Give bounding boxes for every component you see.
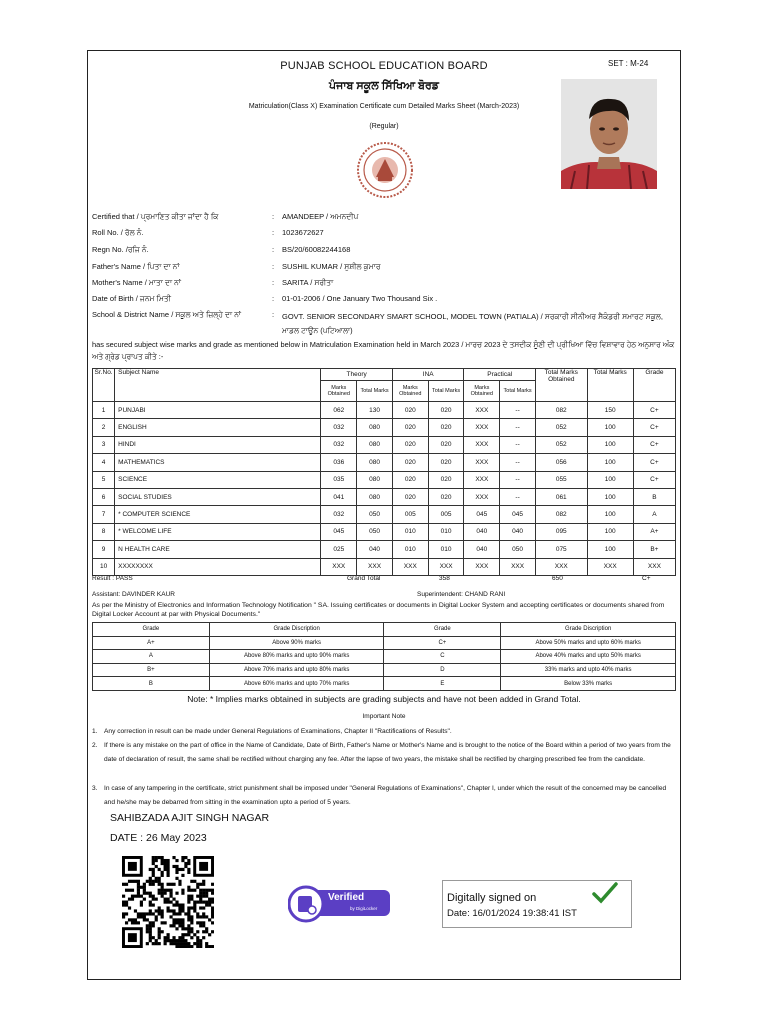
date-of-birth: 01-01-2006 / One January Two Thousand Six . xyxy=(282,294,438,303)
header-srno: Sr.No. xyxy=(93,369,115,402)
cell-ina-total: 020 xyxy=(428,436,464,453)
table-row xyxy=(93,402,676,419)
cell-ina-total: 005 xyxy=(428,506,464,523)
digilocker-notification: As per the Ministry of Electronics and Information Technology Notification " SA. Issuing certificates or documents in Digital Locker System and accepting certificates or documents shared from Digital Locker Account at par with Physical Documents." xyxy=(92,602,665,618)
grade-row xyxy=(93,650,676,664)
cell-ina-obtained: 020 xyxy=(392,402,428,419)
grade-header-3: Grade xyxy=(384,623,501,637)
cell-practical-obtained: XXX xyxy=(464,436,500,453)
cell-ina-obtained: 020 xyxy=(392,471,428,488)
grade-cell: D xyxy=(384,663,501,677)
cell-srno: 7 xyxy=(93,506,115,523)
header-ina: INA xyxy=(392,369,464,381)
cell-practical-obtained: XXX xyxy=(464,558,500,575)
cell-practical-total: 045 xyxy=(500,506,536,523)
table-row xyxy=(93,488,676,505)
sub-ina-obtained: Marks Obtained xyxy=(392,381,428,402)
cell-theory-total: 080 xyxy=(357,471,393,488)
grade-header-4: Grade Discription xyxy=(501,623,676,637)
table-row xyxy=(93,471,676,488)
cell-theory-obtained: 036 xyxy=(321,454,357,471)
cell-theory-total: 080 xyxy=(357,419,393,436)
cell-grade: C+ xyxy=(633,454,675,471)
cell-ina-obtained: 020 xyxy=(392,454,428,471)
cell-ina-obtained: 020 xyxy=(392,419,428,436)
cell-srno: 8 xyxy=(93,523,115,540)
grade-cell: A+ xyxy=(93,636,210,650)
issue-place: SAHIBZADA AJIT SINGH NAGAR xyxy=(110,812,270,824)
exam-mode: (Regular) xyxy=(369,123,399,130)
cell-grade: B+ xyxy=(633,541,675,558)
grading-note: Note: * Implies marks obtained in subjects are grading subjects and have not been added in Grand Total. xyxy=(187,694,581,704)
overall-grade: C+ xyxy=(642,575,651,582)
cell-practical-total: -- xyxy=(500,436,536,453)
grade-description-cell: 33% marks and upto 40% marks xyxy=(501,663,676,677)
cell-srno: 6 xyxy=(93,488,115,505)
cell-theory-obtained: 035 xyxy=(321,471,357,488)
cell-ina-obtained: 010 xyxy=(392,541,428,558)
important-note-title: Important Note xyxy=(362,713,406,720)
cell-subject: HINDI xyxy=(115,436,321,453)
cell-ina-obtained: 020 xyxy=(392,488,428,505)
cell-subject: ENGLISH xyxy=(115,419,321,436)
cell-theory-obtained: XXX xyxy=(321,558,357,575)
cell-practical-total: -- xyxy=(500,402,536,419)
regn-number: BS/20/60082244168 xyxy=(282,245,351,254)
table-row xyxy=(93,523,676,540)
cell-subject: XXXXXXXX xyxy=(115,558,321,575)
check-icon xyxy=(591,881,619,905)
cell-practical-obtained: 040 xyxy=(464,523,500,540)
assistant-name: Assistant: DAVINDER KAUR xyxy=(92,591,175,598)
cell-grade: B xyxy=(633,488,675,505)
father-name: SUSHIL KUMAR / ਸੁਸ਼ੀਲ ਕੁਮਾਰ xyxy=(282,262,381,271)
cell-practical-obtained: XXX xyxy=(464,454,500,471)
cell-total-obtained: 052 xyxy=(535,419,587,436)
cell-ina-obtained: 020 xyxy=(392,436,428,453)
cell-ina-obtained: 010 xyxy=(392,523,428,540)
header-grade: Grade xyxy=(633,369,675,402)
cell-theory-total: 080 xyxy=(357,454,393,471)
table-row xyxy=(93,454,676,471)
superintendent-name: Superintendent: CHAND RANI xyxy=(417,591,506,598)
header-theory: Theory xyxy=(321,369,393,381)
cell-grade: A xyxy=(633,506,675,523)
verified-text: Verified xyxy=(328,892,365,903)
cell-total-obtained: 082 xyxy=(535,402,587,419)
sub-theory-obtained: Marks Obtained xyxy=(321,381,357,402)
cell-theory-total: 080 xyxy=(357,488,393,505)
cell-srno: 10 xyxy=(93,558,115,575)
marks-header-row xyxy=(93,369,676,381)
cell-total-obtained: 061 xyxy=(535,488,587,505)
cell-theory-obtained: 062 xyxy=(321,402,357,419)
cell-subject: SOCIAL STUDIES xyxy=(115,488,321,505)
cell-ina-total: XXX xyxy=(428,558,464,575)
cell-total-marks: 100 xyxy=(587,471,633,488)
grade-cell: A xyxy=(93,650,210,664)
cell-grade: XXX xyxy=(633,558,675,575)
roll-number: 1023672627 xyxy=(282,228,324,237)
cell-subject: * WELCOME LIFE xyxy=(115,523,321,540)
verified-sub: by DigiLocker xyxy=(350,906,378,911)
cell-practical-total: -- xyxy=(500,471,536,488)
cell-practical-obtained: XXX xyxy=(464,402,500,419)
result-status: Result : PASS xyxy=(92,575,133,582)
cell-practical-total: 040 xyxy=(500,523,536,540)
cell-srno: 2 xyxy=(93,419,115,436)
signature-date: Date: 16/01/2024 19:38:41 IST xyxy=(447,908,577,919)
school-name: GOVT. SENIOR SECONDARY SMART SCHOOL, MODEL TOWN (PATIALA) / ਸਰਕਾਰੀ ਸੀਨੀਅਰ ਸੈਕੰਡਰੀ ਸਮਾਰਟ ਸਕੂਲ, ਮਾਡਲ ਟਾਊਨ (ਪਟਿਆਲਾ) xyxy=(282,312,663,335)
cell-total-obtained: 095 xyxy=(535,523,587,540)
cell-grade: C+ xyxy=(633,402,675,419)
cell-total-marks: 150 xyxy=(587,402,633,419)
sub-ina-total: Total Marks xyxy=(428,381,464,402)
cell-practical-obtained: XXX xyxy=(464,488,500,505)
cell-subject: N HEALTH CARE xyxy=(115,541,321,558)
grade-description-cell: Above 70% marks and upto 80% marks xyxy=(209,663,384,677)
grade-cell: E xyxy=(384,677,501,691)
cell-srno: 5 xyxy=(93,471,115,488)
grade-header-1: Grade xyxy=(93,623,210,637)
cell-practical-total: -- xyxy=(500,454,536,471)
cell-ina-total: 010 xyxy=(428,523,464,540)
digital-signature xyxy=(442,880,632,928)
cell-practical-total: -- xyxy=(500,488,536,505)
cell-ina-total: 010 xyxy=(428,541,464,558)
grand-total-obtained: 650 xyxy=(552,575,563,582)
cell-theory-obtained: 032 xyxy=(321,419,357,436)
important-note-1: 1. Any correction in result can be made under General Regulations of Examinations, Chapter II "Ractifications of Results". xyxy=(92,728,452,735)
important-note-2: 2. If there is any mistake on the part of office in the Name of Candidate, Date of Birth, Father's Name or Mother's Name and is brought to the notice of the Board within a period of two years from the date of declaration of result, the same shall be rectified without charging any fee. After the lapse of two years, the mistake shall be rectified by charging prescribed fee from the candidate. xyxy=(92,742,671,763)
cell-practical-obtained: XXX xyxy=(464,471,500,488)
cell-total-obtained: XXX xyxy=(535,558,587,575)
cell-theory-obtained: 032 xyxy=(321,436,357,453)
cell-subject: PUNJABI xyxy=(115,402,321,419)
grade-description-cell: Above 40% marks and upto 50% marks xyxy=(501,650,676,664)
cell-total-marks: 100 xyxy=(587,488,633,505)
board-seal xyxy=(356,141,414,199)
header-total-marks: Total Marks xyxy=(587,369,633,402)
sub-practical-obtained: Marks Obtained xyxy=(464,381,500,402)
grade-description-cell: Above 90% marks xyxy=(209,636,384,650)
result-line xyxy=(92,575,676,585)
cell-ina-total: 020 xyxy=(428,488,464,505)
cell-ina-obtained: 005 xyxy=(392,506,428,523)
cell-practical-obtained: 045 xyxy=(464,506,500,523)
cell-total-obtained: 082 xyxy=(535,506,587,523)
intro-text: has secured subject wise marks and grade as mentioned below in Matriculation Examination held in March 2023 / ਮਾਰਚ 2023 ਦੇ ਤਸਦੀਕ ਸੂੰਣੀ ਦੀ ਪ੍ਰੀਖਿਆ ਵਿੱਚ ਵਿਸ਼ਾਵਾਰ ਹੇਠ ਅਨੁਸਾਰ ਅੰਕ ਅਤੇ ਗ੍ਰੇਡ ਪ੍ਰਾਪਤ ਕੀਤੇ :- xyxy=(92,340,675,361)
cell-theory-total: 040 xyxy=(357,541,393,558)
board-name-en: PUNJAB SCHOOL EDUCATION BOARD xyxy=(280,60,488,72)
grade-header-row xyxy=(93,623,676,637)
cell-theory-total: 050 xyxy=(357,506,393,523)
cell-srno: 1 xyxy=(93,402,115,419)
cell-theory-obtained: 032 xyxy=(321,506,357,523)
candidate-name: AMANDEEP / ਅਮਨਦੀਪ xyxy=(282,212,359,221)
cell-total-marks: 100 xyxy=(587,436,633,453)
cell-total-obtained: 056 xyxy=(535,454,587,471)
sub-practical-total: Total Marks xyxy=(500,381,536,402)
cell-srno: 9 xyxy=(93,541,115,558)
cell-theory-obtained: 025 xyxy=(321,541,357,558)
table-row xyxy=(93,506,676,523)
set-label: SET : M-24 xyxy=(608,59,649,68)
cell-total-obtained: 055 xyxy=(535,471,587,488)
cell-total-marks: 100 xyxy=(587,541,633,558)
grade-description-cell: Above 50% marks and upto 60% marks xyxy=(501,636,676,650)
cell-total-obtained: 052 xyxy=(535,436,587,453)
grade-description-cell: Below 33% marks xyxy=(501,677,676,691)
grade-description-cell: Above 80% marks and upto 90% marks xyxy=(209,650,384,664)
grade-description-cell: Above 60% marks and upto 70% marks xyxy=(209,677,384,691)
cell-theory-obtained: 041 xyxy=(321,488,357,505)
cell-practical-total: -- xyxy=(500,419,536,436)
cell-srno: 3 xyxy=(93,436,115,453)
grade-cell: B+ xyxy=(93,663,210,677)
issue-date: DATE : 26 May 2023 xyxy=(110,832,207,844)
table-row xyxy=(93,541,676,558)
cell-ina-total: 020 xyxy=(428,402,464,419)
header-total-obtained: Total Marks Obtained xyxy=(535,369,587,402)
exam-title: Matriculation(Class X) Examination Certificate cum Detailed Marks Sheet (March-2023) xyxy=(248,103,520,110)
verified-badge xyxy=(288,884,392,924)
cell-grade: C+ xyxy=(633,419,675,436)
cell-grade: C+ xyxy=(633,471,675,488)
cell-total-marks: 100 xyxy=(587,419,633,436)
cell-theory-total: XXX xyxy=(357,558,393,575)
cell-practical-total: 050 xyxy=(500,541,536,558)
board-name-pa: ਪੰਜਾਬ ਸਕੂਲ ਸਿੱਖਿਆ ਬੋਰਡ xyxy=(329,80,439,92)
cell-subject: SCIENCE xyxy=(115,471,321,488)
marks-body xyxy=(93,402,676,576)
grade-cell: C xyxy=(384,650,501,664)
cell-srno: 4 xyxy=(93,454,115,471)
grade-header-2: Grade Discription xyxy=(209,623,384,637)
table-row xyxy=(93,436,676,453)
grade-row xyxy=(93,663,676,677)
cell-practical-total: XXX xyxy=(500,558,536,575)
sub-theory-total: Total Marks xyxy=(357,381,393,402)
signature-line-1: Digitally signed on xyxy=(447,892,537,904)
cell-ina-total: 020 xyxy=(428,471,464,488)
cell-total-marks: 100 xyxy=(587,454,633,471)
grand-total-max: 358 xyxy=(439,575,450,582)
cell-subject: MATHEMATICS xyxy=(115,454,321,471)
cell-theory-total: 080 xyxy=(357,436,393,453)
grand-total-label: Grand Total xyxy=(347,575,381,582)
table-row xyxy=(93,558,676,575)
cell-total-marks: 100 xyxy=(587,523,633,540)
cell-grade: A+ xyxy=(633,523,675,540)
cell-ina-total: 020 xyxy=(428,419,464,436)
table-row xyxy=(93,419,676,436)
grade-row xyxy=(93,677,676,691)
cell-ina-total: 020 xyxy=(428,454,464,471)
cell-ina-obtained: XXX xyxy=(392,558,428,575)
qr-code xyxy=(122,856,214,948)
grade-table xyxy=(92,622,676,691)
grade-row xyxy=(93,636,676,650)
cell-total-obtained: 075 xyxy=(535,541,587,558)
header-subject: Subject Name xyxy=(115,369,321,402)
cell-theory-total: 050 xyxy=(357,523,393,540)
cell-practical-obtained: 040 xyxy=(464,541,500,558)
candidate-photo xyxy=(561,79,657,189)
grade-cell: B xyxy=(93,677,210,691)
mother-name: SARITA / ਸਰੀਤਾ xyxy=(282,278,334,287)
important-note-3: 3. In case of any tampering in the certificate, strict punishment shall be imposed under "General Regulations of Examinations", Chapter I, under which the result of the concerned may be cancelled and he/she may be debarred from sitting in the examination upto a period of 5 years. xyxy=(92,785,667,806)
cell-total-marks: XXX xyxy=(587,558,633,575)
cell-theory-total: 130 xyxy=(357,402,393,419)
marks-table xyxy=(92,368,676,576)
cell-theory-obtained: 045 xyxy=(321,523,357,540)
grade-body xyxy=(93,636,676,690)
cell-grade: C+ xyxy=(633,436,675,453)
grade-cell: C+ xyxy=(384,636,501,650)
cell-subject: * COMPUTER SCIENCE xyxy=(115,506,321,523)
header-practical: Practical xyxy=(464,369,536,381)
cell-practical-obtained: XXX xyxy=(464,419,500,436)
cell-total-marks: 100 xyxy=(587,506,633,523)
